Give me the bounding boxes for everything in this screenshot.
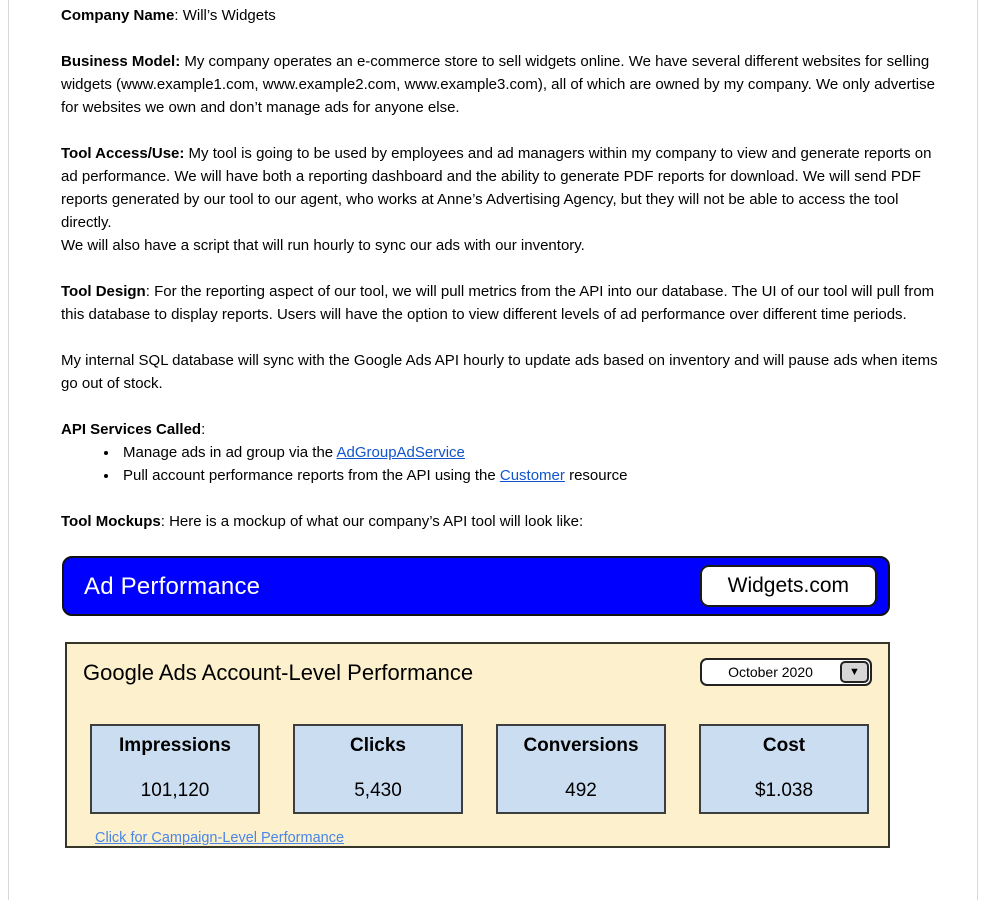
mockup-header-bar xyxy=(62,556,890,616)
adgroupadservice-link[interactable]: AdGroupAdService xyxy=(336,444,465,461)
tool-mockups-label: Tool Mockups xyxy=(61,513,161,530)
tool-design-label: Tool Design xyxy=(61,283,146,300)
business-model-text: My company operates an e-commerce store to sell widgets online. We have several different websites for selling widgets (www.example1.com, www.example2.com, www.example3.com), all of which are owned by my company. We only advertise for websites we own and don’t manage ads for anyone else. xyxy=(61,53,935,116)
api-services-label: API Services Called xyxy=(61,421,202,438)
api-services-heading xyxy=(61,418,941,441)
tool-mockups-text: : Here is a mockup of what our company’s API tool will look like: xyxy=(160,513,584,530)
metric-cards-row xyxy=(83,724,872,814)
metric-value: $1.038 xyxy=(754,780,814,801)
month-dropdown-value: October 2020 xyxy=(728,663,813,680)
document-page xyxy=(8,0,978,900)
impressions-card xyxy=(90,724,260,814)
metric-label: Conversions xyxy=(523,735,639,756)
panel-header-row xyxy=(83,658,872,686)
campaign-level-link[interactable]: Click for Campaign-Level Performance xyxy=(95,830,345,846)
tool-design-paragraph xyxy=(61,280,941,326)
list-item xyxy=(119,464,941,487)
tool-mockups-paragraph xyxy=(61,510,941,533)
metric-value: 492 xyxy=(565,780,597,801)
api-services-list xyxy=(61,441,941,487)
metric-value: 5,430 xyxy=(354,780,402,801)
document-content xyxy=(9,0,977,848)
tool-design-text: : For the reporting aspect of our tool, we will pull metrics from the API into our database. The UI of our tool will pull from this database to display reports. Users will have the option to view different levels of ad performance over different time periods. xyxy=(61,283,935,323)
tool-access-text-line2: We will also have a script that will run hourly to sync our ads with our inventory. xyxy=(61,237,585,254)
tool-access-text: My tool is going to be used by employees and ad managers within my company to view and generate reports on ad performance. We will have both a reporting dashboard and the ability to generate PDF reports for download. We will send PDF reports generated by our tool to our agent, who works at Anne’s Advertising Agency, but they will not be able to access the tool directly. xyxy=(61,145,932,231)
mockup-title: Ad Performance xyxy=(84,572,261,600)
bullet-2-suffix: resource xyxy=(564,467,628,484)
bullet-2-text: Pull account performance reports from the API using the xyxy=(123,467,500,484)
conversions-card xyxy=(496,724,666,814)
month-dropdown[interactable] xyxy=(700,658,872,686)
business-model-label: Business Model: xyxy=(61,53,181,70)
cost-card xyxy=(699,724,869,814)
metric-label: Cost xyxy=(762,735,806,756)
metric-label: Impressions xyxy=(119,735,231,756)
clicks-card xyxy=(293,724,463,814)
metric-label: Clicks xyxy=(350,735,406,756)
customer-link[interactable]: Customer xyxy=(499,467,565,484)
account-performance-panel xyxy=(65,642,890,848)
tool-access-paragraph xyxy=(61,142,941,257)
company-name-line xyxy=(61,4,941,27)
panel-title: Google Ads Account-Level Performance xyxy=(83,659,474,685)
company-name-label: Company Name xyxy=(61,7,175,24)
sql-sync-paragraph xyxy=(61,349,941,395)
tool-access-label: Tool Access/Use: xyxy=(61,145,185,162)
company-name-value: : Will’s Widgets xyxy=(174,7,276,24)
widgets-site-button[interactable]: Widgets.com xyxy=(700,565,877,607)
chevron-down-icon[interactable]: ▼ xyxy=(840,661,869,683)
bullet-1-text: Manage ads in ad group via the xyxy=(123,444,337,461)
api-services-colon: : xyxy=(201,421,206,438)
list-item xyxy=(119,441,941,464)
business-model-paragraph xyxy=(61,50,941,119)
metric-value: 101,120 xyxy=(140,780,210,801)
sql-sync-text: My internal SQL database will sync with the Google Ads API hourly to update ads based on inventory and will pause ads when items go out of stock. xyxy=(61,352,938,392)
